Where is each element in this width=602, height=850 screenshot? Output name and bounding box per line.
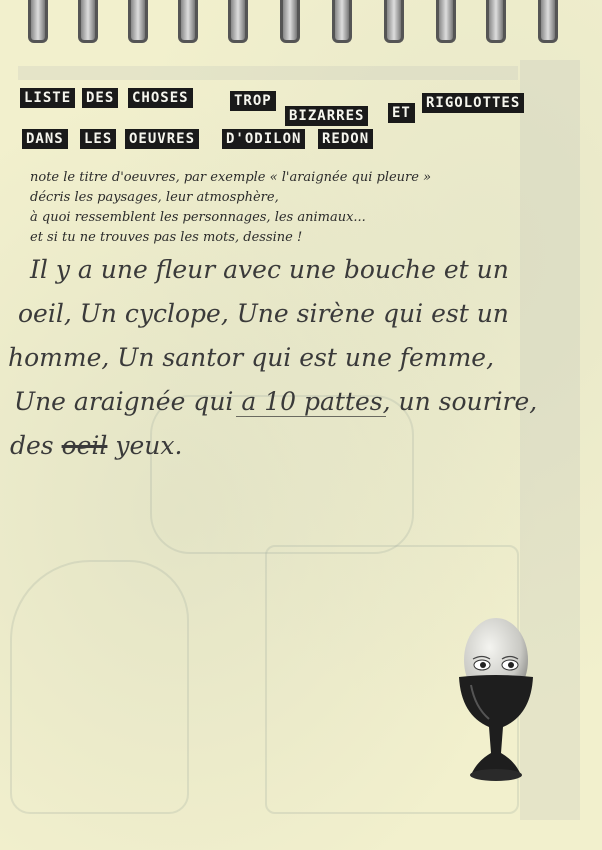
handwritten-line: Une araignée qui a 10 pattes, un sourire, [14, 387, 538, 416]
pencil-line [236, 416, 386, 417]
spiral-ring [78, 0, 98, 43]
instructions [30, 168, 570, 248]
spiral-ring [486, 0, 506, 43]
instruction-line: note le titre d'oeuvres, par exemple « l'araignée qui pleure » [30, 170, 432, 185]
spiral-ring [436, 0, 456, 43]
title-word: CHOSES [128, 88, 193, 108]
instruction-line: à quoi ressemblent les personnages, les animaux... [30, 210, 366, 225]
title-word: BIZARRES [285, 106, 368, 126]
handwritten-line: oeil, Un cyclope, Une sirène qui est un [18, 299, 509, 328]
spiral-ring [280, 0, 300, 43]
handwritten-line: Il y a une fleur avec une bouche et un [30, 255, 509, 284]
title-word: DANS [22, 129, 68, 149]
spiral-ring [384, 0, 404, 43]
spiral-ring [178, 0, 198, 43]
title-word: LISTE [20, 88, 75, 108]
title-word: RIGOLOTTES [422, 93, 524, 113]
title-word: REDON [318, 129, 373, 149]
title-word: LES [80, 129, 116, 149]
spiral-binding [0, 0, 602, 46]
handwritten-answer [8, 248, 598, 468]
title-word: ET [388, 103, 415, 123]
spiral-ring [128, 0, 148, 43]
handwritten-line [8, 424, 598, 468]
title-word: D'ODILON [222, 129, 305, 149]
title-word: DES [82, 88, 118, 108]
egg-cup [459, 675, 533, 775]
title-word: TROP [230, 91, 276, 111]
instruction-line: et si tu ne trouves pas les mots, dessine ! [30, 230, 303, 245]
spiral-ring [332, 0, 352, 43]
spiral-ring [538, 0, 558, 43]
crossed-out-word: oeil [61, 431, 108, 460]
instruction-line: décris les paysages, leur atmosphère, [30, 190, 279, 205]
handwritten-line: homme, Un santor qui est une femme, [8, 343, 495, 372]
spiral-ring [228, 0, 248, 43]
title-word: OEUVRES [125, 129, 199, 149]
spiral-ring [28, 0, 48, 43]
handwritten-word: yeux. [107, 431, 183, 460]
ghost-top-strip [18, 66, 518, 80]
egg-with-eyes-illustration [455, 615, 537, 785]
handwritten-word: des [10, 431, 62, 460]
ghost-creature-shape [10, 560, 189, 814]
